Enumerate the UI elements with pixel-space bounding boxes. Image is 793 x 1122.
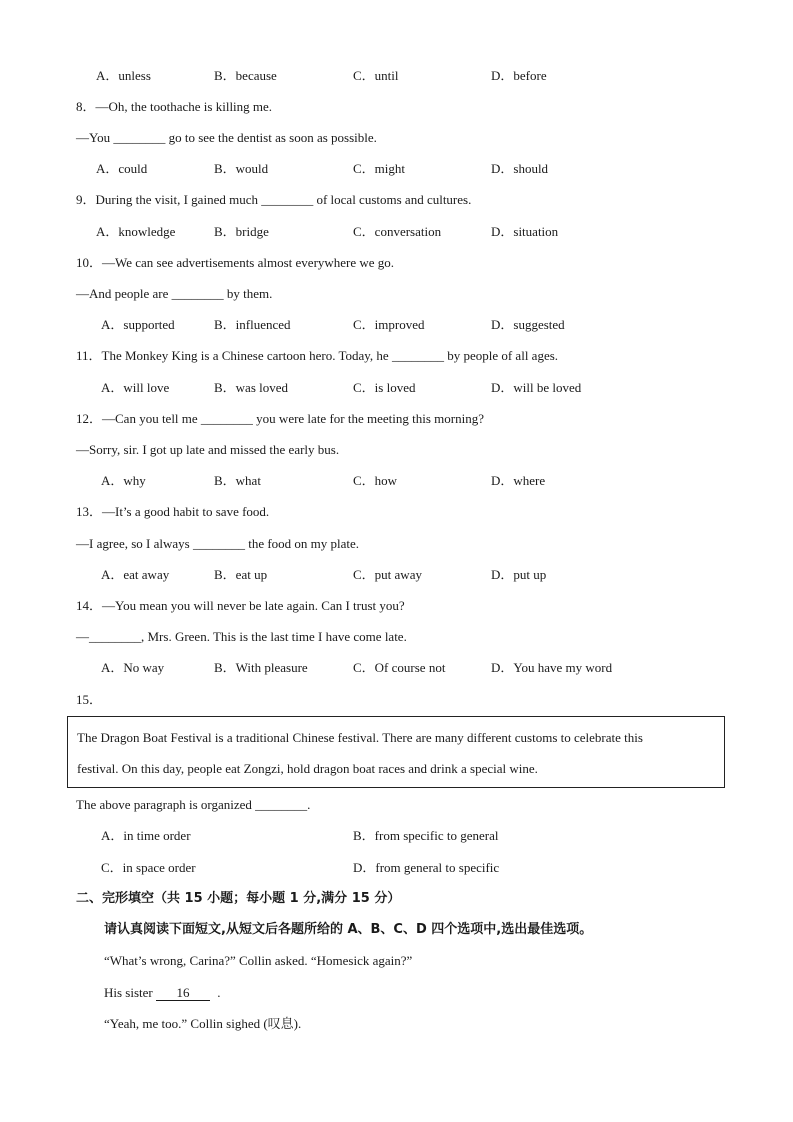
q15-stem: The above paragraph is organized ________.: [76, 797, 311, 812]
q9-option-d[interactable]: D．situation: [491, 224, 559, 239]
q15-passage-line-1: The Dragon Boat Festival is a traditional Chinese festival. There are many different customs to celebrate this: [77, 730, 643, 745]
q11-option-c[interactable]: C．is loved: [353, 380, 416, 395]
q12-option-a[interactable]: A．why: [101, 473, 146, 488]
q11-option-a[interactable]: A．will love: [101, 380, 170, 395]
q10-reply: —And people are ________ by them.: [76, 286, 273, 301]
q14-option-b[interactable]: B．With pleasure: [214, 660, 308, 675]
q9-option-b[interactable]: B．bridge: [214, 224, 269, 239]
q15-passage-box: [67, 716, 725, 788]
q12-reply: —Sorry, sir. I got up late and missed the early bus.: [76, 442, 340, 457]
q11-stem: 11．The Monkey King is a Chinese cartoon hero. Today, he ________ by people of all ages.: [76, 348, 559, 363]
q10-option-c[interactable]: C．improved: [353, 317, 425, 332]
q13-reply: —I agree, so I always ________ the food on my plate.: [76, 536, 360, 551]
q14-options: [0, 660, 793, 676]
q8-option-c[interactable]: C．might: [353, 161, 406, 176]
q10-options: [0, 317, 793, 333]
q7-option-d[interactable]: D．before: [491, 68, 547, 83]
q15-option-a[interactable]: A．in time order: [101, 828, 191, 843]
q7-option-a[interactable]: A．unless: [96, 68, 151, 83]
passage-line-2-suffix: .: [217, 985, 221, 1000]
q13-option-b[interactable]: B．eat up: [214, 567, 268, 582]
q15-option-b[interactable]: B．from specific to general: [353, 828, 499, 843]
q10-option-a[interactable]: A．supported: [101, 317, 175, 332]
q14-stem: 14．—You mean you will never be late again. Can I trust you?: [76, 598, 405, 613]
q8-option-b[interactable]: B．would: [214, 161, 269, 176]
q7-option-b[interactable]: B．because: [214, 68, 277, 83]
q9-stem: 9．During the visit, I gained much ________ of local customs and cultures.: [76, 192, 472, 207]
q12-option-b[interactable]: B．what: [214, 473, 261, 488]
q14-reply: —________, Mrs. Green. This is the last time I have come late.: [76, 629, 407, 644]
q12-option-d[interactable]: D．where: [491, 473, 546, 488]
passage-line-3: “Yeah, me too.” Collin sighed (叹息).: [104, 1016, 302, 1031]
q11-option-b[interactable]: B．was loved: [214, 380, 289, 395]
q13-options: [0, 567, 793, 583]
q8-reply: —You ________ go to see the dentist as soon as possible.: [76, 130, 377, 145]
q15-passage-line-2: festival. On this day, people eat Zongzi, hold dragon boat races and drink a special wine.: [77, 761, 538, 776]
section-heading: 二、完形填空（共 15 小题；每小题 1 分,满分 15 分）: [76, 891, 401, 906]
q9-options: [0, 224, 793, 240]
q15-option-c[interactable]: C．in space order: [101, 860, 196, 875]
q12-stem: 12．—Can you tell me ________ you were late for the meeting this morning?: [76, 411, 484, 426]
q8-stem: 8．—Oh, the toothache is killing me.: [76, 99, 273, 114]
q15-options-row-1: [0, 828, 793, 844]
q13-option-c[interactable]: C．put away: [353, 567, 422, 582]
q8-option-d[interactable]: D．should: [491, 161, 549, 176]
q13-option-a[interactable]: A．eat away: [101, 567, 170, 582]
q10-option-d[interactable]: D．suggested: [491, 317, 565, 332]
q12-options: [0, 473, 793, 489]
q11-option-d[interactable]: D．will be loved: [491, 380, 582, 395]
q7-option-c[interactable]: C．until: [353, 68, 399, 83]
q13-stem: 13．—It’s a good habit to save food.: [76, 504, 270, 519]
q15-number: 15．: [76, 692, 103, 707]
q14-option-d[interactable]: D．You have my word: [491, 660, 613, 675]
q9-option-a[interactable]: A．knowledge: [96, 224, 176, 239]
blank-16[interactable]: 16: [156, 986, 210, 1001]
q12-option-c[interactable]: C．how: [353, 473, 398, 488]
q7-options: [0, 68, 793, 84]
q13-option-d[interactable]: D．put up: [491, 567, 547, 582]
q15-options-row-2: [0, 860, 793, 876]
q14-option-c[interactable]: C．Of course not: [353, 660, 446, 675]
q11-options: [0, 380, 793, 396]
section-instruction: 请认真阅读下面短文,从短文后各题所给的 A、B、C、D 四个选项中,选出最佳选项。: [104, 922, 593, 937]
passage-line-1: “What’s wrong, Carina?” Collin asked. “Homesick again?”: [104, 953, 413, 968]
q10-option-b[interactable]: B．influenced: [214, 317, 291, 332]
q8-options: [0, 161, 793, 177]
q8-option-a[interactable]: A．could: [96, 161, 148, 176]
passage-line-2: [104, 985, 221, 1001]
q9-option-c[interactable]: C．conversation: [353, 224, 442, 239]
q15-option-d[interactable]: D．from general to specific: [353, 860, 500, 875]
passage-line-2-prefix: His sister: [104, 985, 153, 1000]
q14-option-a[interactable]: A．No way: [101, 660, 165, 675]
q10-stem: 10．—We can see advertisements almost everywhere we go.: [76, 255, 395, 270]
